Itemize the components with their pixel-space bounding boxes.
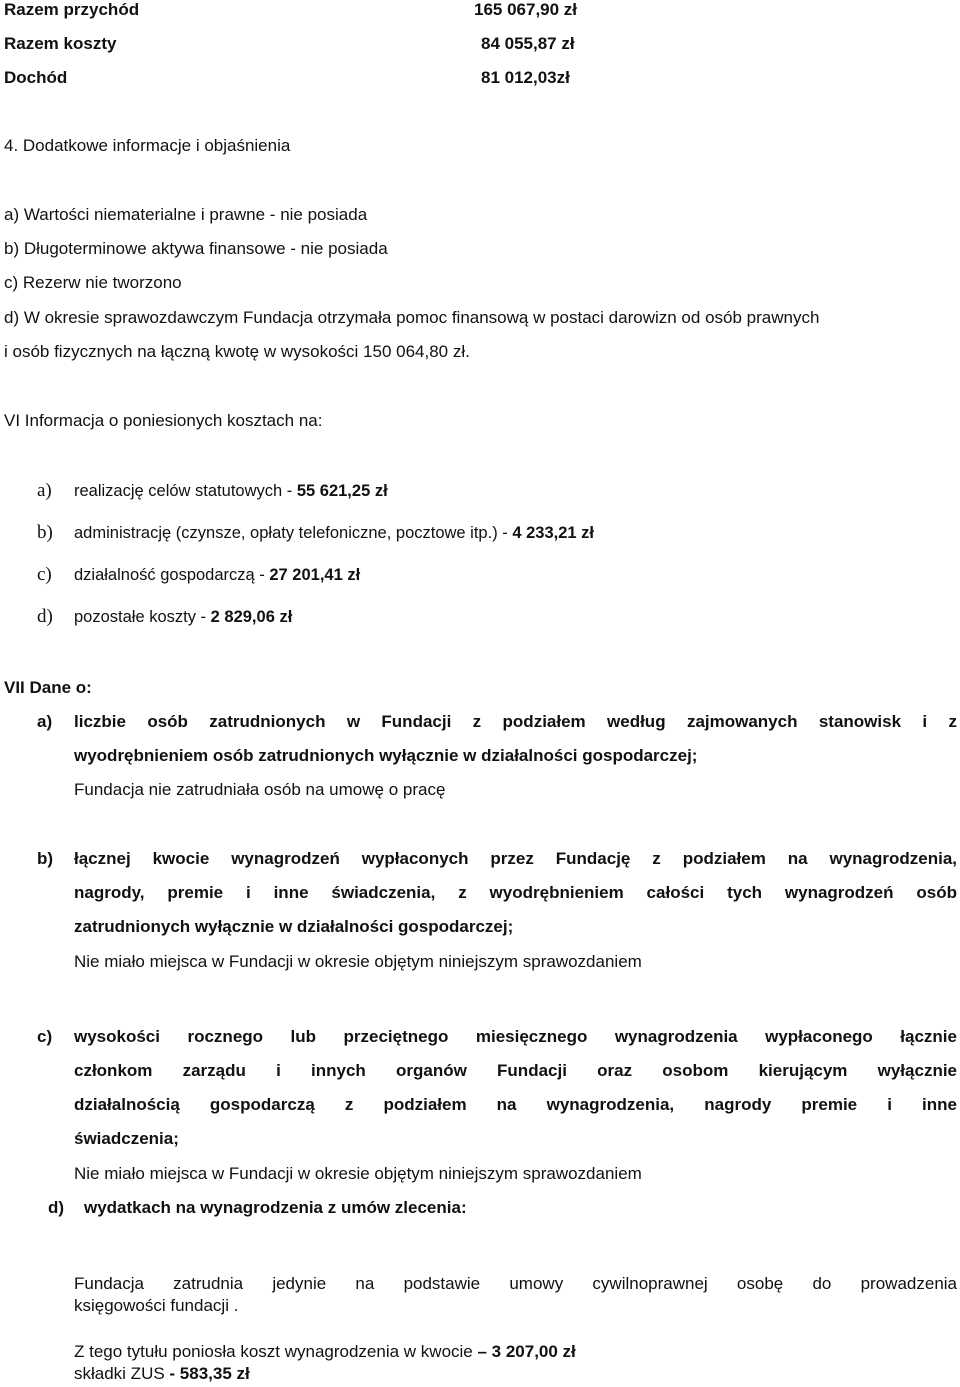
cost-item-c-text: działalność gospodarczą - [74, 566, 270, 584]
section-7-d-para-line2: księgowości fundacji . [74, 1296, 239, 1315]
section-7-c-line4: świadczenia; [74, 1129, 179, 1148]
section-7-b-question [74, 842, 957, 944]
summary-label-income: Dochód [4, 68, 68, 87]
section-7-d-cost-text: Z tego tytułu poniosła koszt wynagrodzenia w kwocie [74, 1342, 478, 1361]
section-7-a-line1: liczbie osób zatrudnionych w Fundacji z podziałem według zajmowanych stanowisk i z [74, 712, 957, 731]
summary-label-revenue: Razem przychód [4, 0, 140, 19]
section-7-heading: VII Dane o: [4, 678, 92, 697]
section-4-item-d-line1: d) W okresie sprawozdawczym Fundacja otrzymała pomoc finansową w postaci darowizn od osób prawnych [4, 308, 820, 327]
section-7-d-marker: d) [48, 1198, 65, 1217]
section-7-d-heading: wydatkach na wynagrodzenia z umów zlecenia: [84, 1198, 467, 1217]
section-7-d-zus-amount: - 583,35 zł [169, 1364, 250, 1383]
section-7-c-question [74, 1020, 957, 1156]
cost-item-a [74, 482, 388, 501]
section-4-item-c: c) Rezerw nie tworzono [4, 273, 182, 292]
summary-value-costs: 84 055,87 zł [481, 34, 575, 53]
cost-item-b [74, 524, 594, 543]
cost-item-d-marker: d) [37, 606, 53, 627]
section-7-b-marker: b) [37, 849, 54, 868]
section-7-d-para-line1: Fundacja zatrudnia jedynie na podstawie umowy cywilnoprawnej osobę do prowadzenia [74, 1274, 957, 1293]
section-7-d-paragraph [74, 1273, 957, 1317]
section-7-b-line3: zatrudnionych wyłącznie w działalności gospodarczej; [74, 917, 514, 936]
section-7-b-line1: łącznej kwocie wynagrodzeń wypłaconych przez Fundację z podziałem na wynagrodzenia, [74, 849, 957, 868]
section-7-a-marker: a) [37, 712, 53, 731]
cost-item-b-text: administrację (czynsze, opłaty telefoniczne, pocztowe itp.) - [74, 524, 513, 542]
cost-item-b-marker: b) [37, 522, 53, 543]
section-7-c-marker: c) [37, 1027, 53, 1046]
cost-item-d-text: pozostałe koszty - [74, 608, 211, 626]
section-6-heading: VI Informacja o poniesionych kosztach na: [4, 411, 323, 430]
section-4-heading: 4. Dodatkowe informacje i objaśnienia [4, 136, 291, 155]
section-7-d-zus-line [74, 1363, 250, 1385]
section-7-c-answer: Nie miało miejsca w Fundacji w okresie objętym niniejszym sprawozdaniem [74, 1164, 642, 1183]
cost-item-a-amount: 55 621,25 zł [296, 482, 388, 500]
section-7-c-line3: działalnością gospodarczą z podziałem na wynagrodzenia, nagrody premie i inne [74, 1095, 957, 1114]
section-7-c-line1: wysokości rocznego lub przeciętnego miesięcznego wynagrodzenia wypłaconego łącznie [74, 1027, 957, 1046]
section-7-b-line2: nagrody, premie i inne świadczenia, z wyodrębnieniem całości tych wynagrodzeń osób [74, 883, 957, 902]
cost-item-d [74, 608, 292, 627]
summary-value-revenue: 165 067,90 zł [474, 0, 578, 19]
section-4-item-a: a) Wartości niematerialne i prawne - nie posiada [4, 205, 368, 224]
cost-item-d-amount: 2 829,06 zł [210, 608, 293, 626]
cost-item-c-marker: c) [37, 564, 52, 585]
section-7-a-question [74, 705, 957, 773]
section-7-d-zus-text: składki ZUS [74, 1364, 170, 1383]
cost-item-b-amount: 4 233,21 zł [512, 524, 595, 542]
section-7-c-line2: członkom zarządu i innych organów Fundacji oraz osobom kierującym wyłącznie [74, 1061, 957, 1080]
section-7-b-answer: Nie miało miejsca w Fundacji w okresie objętym niniejszym sprawozdaniem [74, 952, 642, 971]
summary-label-costs: Razem koszty [4, 34, 117, 53]
section-4-item-b: b) Długoterminowe aktywa finansowe - nie posiada [4, 239, 388, 258]
summary-value-income: 81 012,03zł [481, 68, 570, 87]
section-7-a-answer: Fundacja nie zatrudniała osób na umowę o pracę [74, 780, 446, 799]
cost-item-c-amount: 27 201,41 zł [269, 566, 361, 584]
section-7-d-cost-line [74, 1341, 576, 1363]
cost-item-a-marker: a) [37, 480, 52, 501]
section-7-a-line2: wyodrębnieniem osób zatrudnionych wyłącznie w działalności gospodarczej; [74, 746, 698, 765]
section-7-d-cost-amount: – 3 207,00 zł [477, 1342, 576, 1361]
cost-item-c [74, 566, 360, 585]
cost-item-a-text: realizację celów statutowych - [74, 482, 297, 500]
section-4-item-d-line2: i osób fizycznych na łączną kwotę w wysokości 150 064,80 zł. [4, 342, 470, 361]
